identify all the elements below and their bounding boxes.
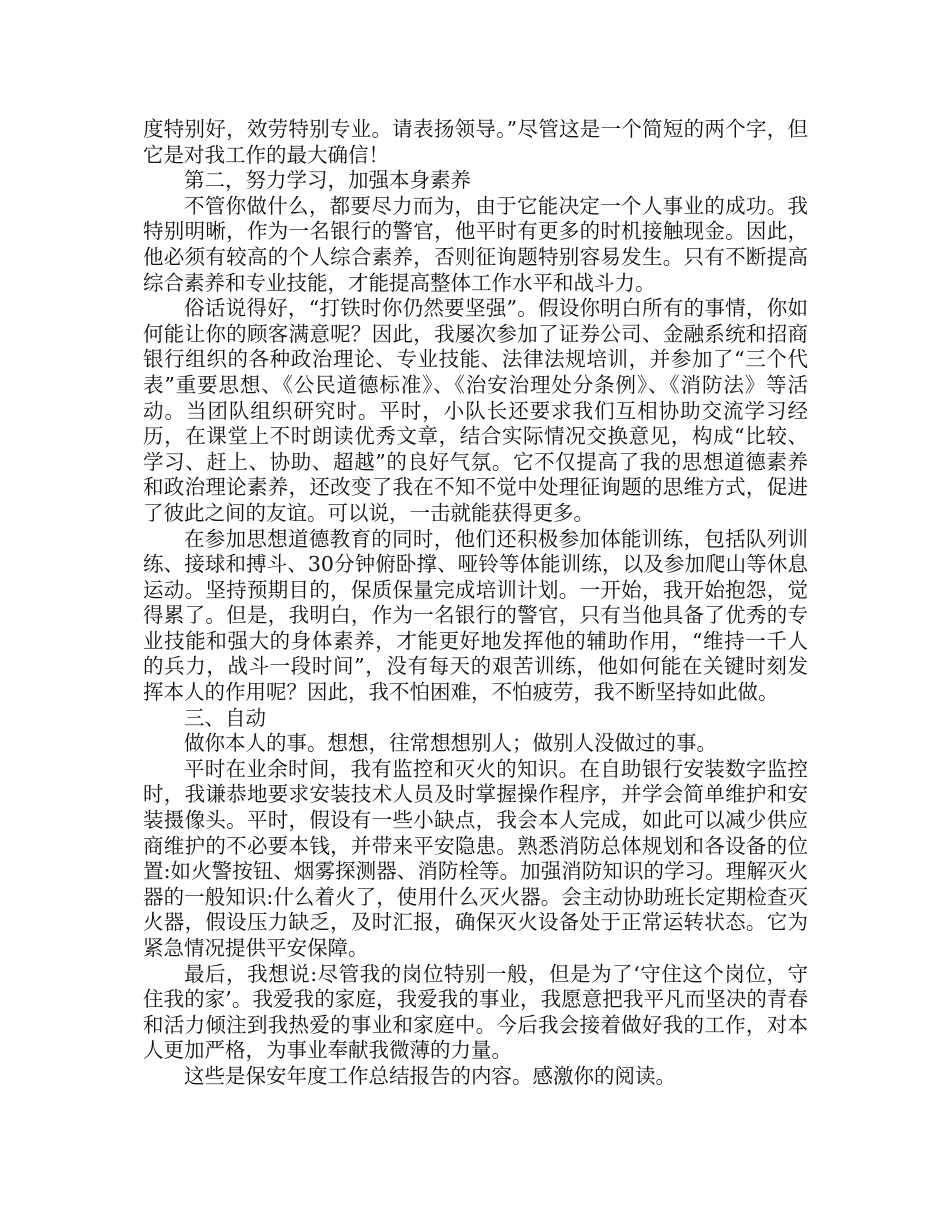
paragraph: 在参加思想道德教育的同时，他们还积极参加体能训练，包括队列训练、接球和搏斗、30分钟俯卧撑、哑铃等体能训练，以及参加爬山等休息运动。坚持预期目的，保质保量完成培训计划。一开始，我开始抱怨，觉得累了。但是，我明白，作为一名银行的警官，只有当他具备了优秀的专业技能和强大的身体素养，才能更好地发挥他的辅助作用，“维持一千人的兵力，战斗一段时间”，没有每天的艰苦训练，他如何能在关键时刻发挥本人的作用呢？因此，我不怕困难，不怕疲劳，我不断坚持如此做。 [143, 526, 808, 705]
paragraph: 最后，我想说:尽管我的岗位特别一般，但是为了‘守住这个岗位，守住我的家’。我爱我的家庭，我爱我的事业，我愿意把我平凡而坚决的青春和活力倾注到我热爱的事业和家庭中。今后我会接着做好我的工作，对本人更加严格，为事业奉献我微薄的力量。 [143, 961, 808, 1063]
paragraph: 平时在业余时间，我有监控和灭火的知识。在自助银行安装数字监控时，我谦恭地要求安装技术人员及时掌握操作程序，并学会简单维护和安装摄像头。平时，假设有一些小缺点，我会本人完成，如此可以减少供应商维护的不必要本钱，并带来平安隐患。熟悉消防总体规划和各设备的位置:如火警按钮、烟雾探测器、消防栓等。加强消防知识的学习。理解灭火器的一般知识:什么着火了，使用什么灭火器。会主动协助班长定期检查灭火器，假设压力缺乏，及时汇报，确保灭火设备处于正常运转状态。它为紧急情况提供平安保障。 [143, 756, 808, 960]
paragraph: 做你本人的事。想想，往常想想别人；做别人没做过的事。 [184, 731, 717, 756]
section-heading-initiative: 三、自动 [184, 705, 266, 730]
paragraph-continuation: 度特别好，效劳特别专业。请表扬领导。”尽管这是一个简短的两个字，但它是对我工作的最大确信！ [143, 117, 808, 167]
section-heading-study: 第二，努力学习，加强本身素养 [184, 168, 471, 193]
document-body [143, 117, 808, 1090]
paragraph: 不管你做什么，都要尽力而为，由于它能决定一个人事业的成功。我特别明晰，作为一名银行的警官，他平时有更多的时机接触现金。因此，他必须有较高的个人综合素养，否则征询题特别容易发生。只有不断提高综合素养和专业技能，才能提高整体工作水平和战斗力。 [143, 193, 808, 295]
paragraph: 俗话说得好，“打铁时你仍然要坚强”。假设你明白所有的事情，你如何能让你的顾客满意呢？因此，我屡次参加了证券公司、金融系统和招商银行组织的各种政治理论、专业技能、法律法规培训，并参加了“三个代表”重要思想、《公民道德标准》、《治安治理处分条例》、《消防法》等活动。当团队组织研究时。平时，小队长还要求我们互相协助交流学习经历，在课堂上不时朗读优秀文章，结合实际情况交换意见，构成“比较、学习、赶上、协助、超越”的良好气氛。它不仅提高了我的思想道德素养和政治理论素养，还改变了我在不知不觉中处理征询题的思维方式，促进了彼此之间的友谊。可以说，一击就能获得更多。 [143, 296, 808, 525]
closing-paragraph: 这些是保安年度工作总结报告的内容。感激你的阅读。 [184, 1063, 676, 1088]
